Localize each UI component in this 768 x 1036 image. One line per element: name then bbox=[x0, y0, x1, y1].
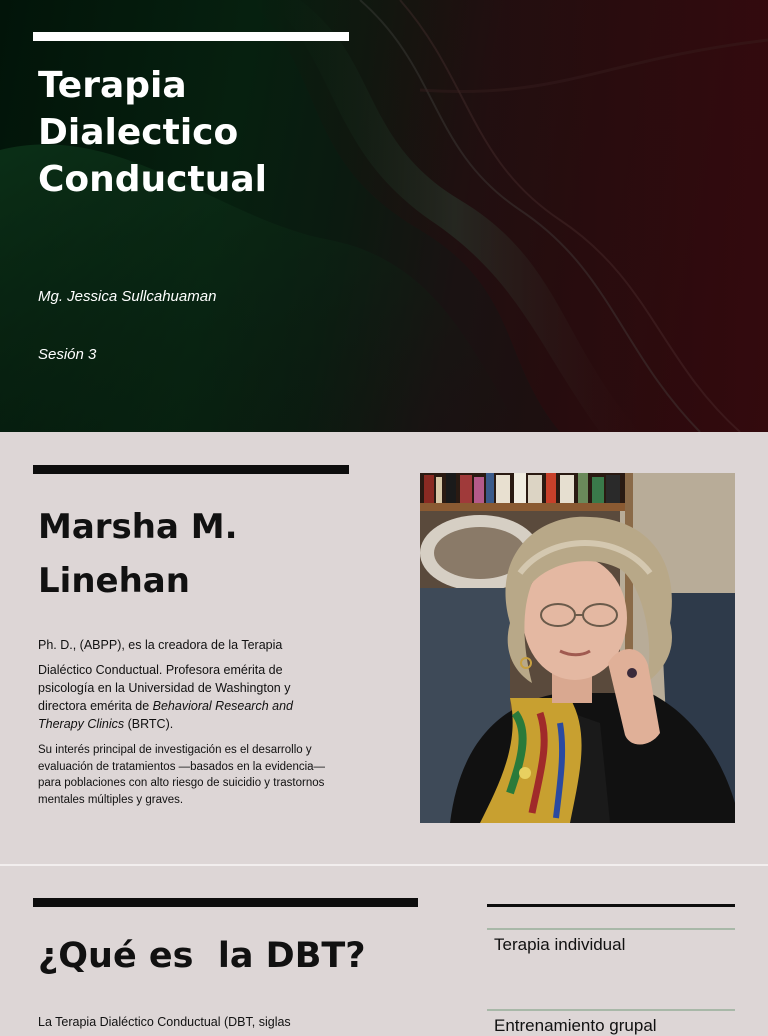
bio-italic-text: Behavioral Research and Therapy Clinics bbox=[38, 699, 294, 731]
heading-accent-bar bbox=[33, 465, 349, 474]
dbt-slide bbox=[0, 866, 768, 1035]
title-line: Dialectico bbox=[38, 112, 239, 153]
bio-text: (BRTC). bbox=[124, 717, 174, 731]
list-item bbox=[487, 928, 735, 955]
biography-slide bbox=[0, 432, 768, 864]
presentation-title bbox=[38, 62, 368, 203]
list-item bbox=[487, 1009, 735, 1036]
title-slide bbox=[0, 0, 768, 432]
person-name-heading bbox=[38, 500, 368, 608]
name-line: Linehan bbox=[38, 561, 190, 601]
portrait-illustration bbox=[420, 473, 735, 823]
title-line: Terapia bbox=[38, 65, 187, 106]
list-item-label: Terapia individual bbox=[494, 935, 626, 954]
session-label: Sesión 3 bbox=[38, 346, 97, 363]
list-top-rule bbox=[487, 904, 735, 907]
bio-paragraph-1: Ph. D., (ABPP), es la creadora de la Terapia bbox=[38, 638, 283, 652]
title-accent-bar bbox=[33, 32, 349, 41]
name-line: Marsha M. bbox=[38, 507, 238, 547]
title-line: Conductual bbox=[38, 159, 267, 200]
dbt-intro-text: La Terapia Dialéctico Conductual (DBT, siglas bbox=[38, 1015, 291, 1029]
bio-text: Dialéctico Conductual. Profesora emérita de psicología en la Universidad de Washington y directora emérita de bbox=[38, 663, 291, 713]
heading-accent-bar bbox=[33, 898, 418, 907]
author-name: Mg. Jessica Sullcahuaman bbox=[38, 288, 217, 305]
bio-paragraph-2 bbox=[38, 661, 338, 733]
list-item-label: Entrenamiento grupal bbox=[494, 1016, 657, 1035]
dbt-heading: ¿Qué es la DBT? bbox=[38, 936, 366, 976]
bio-paragraph-3: Su interés principal de investigación es el desarrollo y evaluación de tratamientos —basados en la evidencia— para poblaciones con alto riesgo de suicidio y trastornos mentales múltiples y graves. bbox=[38, 744, 326, 806]
portrait-photo bbox=[420, 473, 735, 823]
